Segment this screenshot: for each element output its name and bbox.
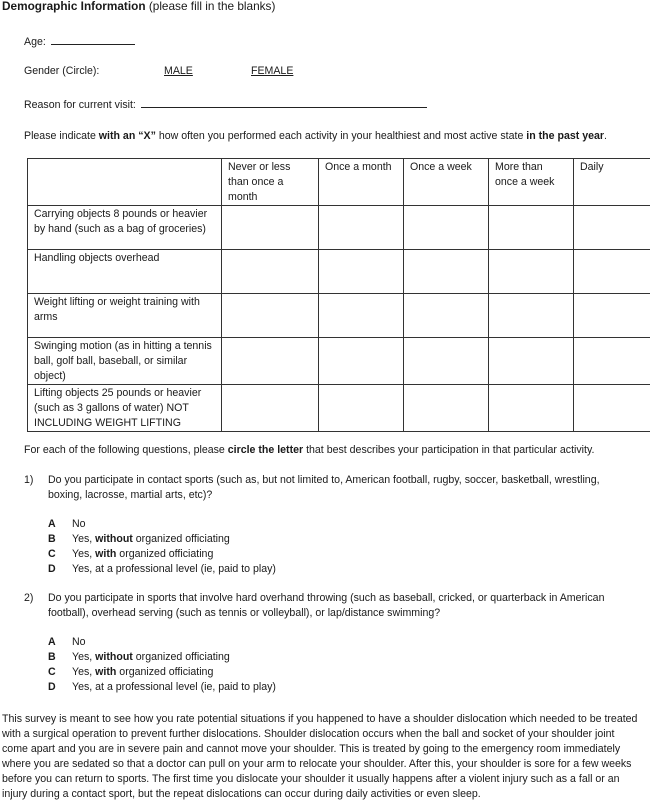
table-row: [28, 338, 650, 385]
survey-explanation-paragraph: This survey is meant to see how you rate potential situations if you happened to have a shoulder dislocation which needed to be treated with a surgical operation to prevent further dislocations. Shoulder dislocation occurs when the ball and socket of your shoulder joint come apart and you are in severe pain and cannot move your shoulder. This is treated by going to the emergency room immediately where you are sedated so that a doctor can pull on your arm to relocate your shoulder. After this, your shoulder is sore for a few weeks before you can return to sports. The first time you dislocate your shoulder it usually happens after a violent injury such as a fall or an injury during a contact sport, but the repeat dislocations can occur during daily activities or even sleep.: [2, 712, 642, 802]
q2-option-d-text: [72, 680, 276, 695]
q1-option-d-text: [72, 562, 276, 577]
gender-female-option[interactable]: FEMALE: [251, 64, 293, 79]
option-text-pre: Yes,: [72, 533, 95, 545]
option-text-pre: Yes, at a professional level (ie, paid to play): [72, 563, 276, 575]
q1-option-b-letter[interactable]: B: [48, 532, 56, 547]
q2-option-a-letter[interactable]: A: [48, 635, 56, 650]
answer-cell[interactable]: [222, 385, 319, 432]
q2-option-b-letter[interactable]: B: [48, 650, 56, 665]
answer-cell[interactable]: [222, 250, 319, 294]
section-title-note: (please fill in the blanks): [146, 0, 276, 13]
answer-cell[interactable]: [574, 250, 650, 294]
answer-cell[interactable]: [404, 338, 489, 385]
table-header-cell: Never or less than once a month: [222, 159, 319, 206]
table-header-cell: [28, 159, 222, 206]
answer-cell[interactable]: [574, 338, 650, 385]
answer-cell[interactable]: [222, 338, 319, 385]
age-blank[interactable]: [51, 33, 135, 45]
activity-label: Weight lifting or weight training with arms: [28, 294, 222, 338]
table-row: [28, 294, 650, 338]
gender-label: Gender (Circle):: [24, 64, 99, 79]
activity-instr-c: how often you performed each activity in your healthiest and most active state: [156, 130, 526, 142]
option-text-post: organized officiating: [116, 666, 213, 678]
answer-cell[interactable]: [489, 206, 574, 250]
questions-instr-c: that best describes your participation in that particular activity.: [303, 444, 594, 456]
reason-blank[interactable]: [141, 96, 427, 108]
answer-cell[interactable]: [489, 294, 574, 338]
activity-label: Handling objects overhead: [28, 250, 222, 294]
gender-male-option[interactable]: MALE: [164, 64, 193, 79]
option-text-pre: Yes, at a professional level (ie, paid to play): [72, 681, 276, 693]
option-text-pre: Yes,: [72, 651, 95, 663]
activity-label: Carrying objects 8 pounds or heavier by hand (such as a bag of groceries): [28, 206, 222, 250]
activity-instr-d: in the past year: [526, 130, 604, 142]
option-text-pre: No: [72, 518, 86, 530]
question-1-number: 1): [24, 473, 33, 488]
questions-instructions: [24, 443, 594, 458]
activity-frequency-table: [27, 158, 650, 432]
answer-cell[interactable]: [319, 250, 404, 294]
age-label: Age:: [24, 36, 46, 48]
q2-option-d-letter[interactable]: D: [48, 680, 56, 695]
answer-cell[interactable]: [319, 338, 404, 385]
option-text-bold: with: [95, 548, 116, 560]
questions-instr-a: For each of the following questions, please: [24, 444, 228, 456]
answer-cell[interactable]: [319, 385, 404, 432]
option-text-bold: with: [95, 666, 116, 678]
answer-cell[interactable]: [222, 294, 319, 338]
answer-cell[interactable]: [489, 250, 574, 294]
table-row: [28, 206, 650, 250]
option-text-pre: Yes,: [72, 548, 95, 560]
question-2-text-line2: football), overhead serving (such as tennis or volleyball), or lap/distance swimming?: [48, 606, 440, 621]
answer-cell[interactable]: [574, 385, 650, 432]
q1-option-a-letter[interactable]: A: [48, 517, 56, 532]
table-row: [28, 250, 650, 294]
q1-option-c-text: [72, 547, 213, 562]
table-header-cell: Daily: [574, 159, 650, 206]
table-row: [28, 385, 650, 432]
option-text-bold: without: [95, 651, 133, 663]
question-2-text-line1: Do you participate in sports that involve hard overhand throwing (such as baseball, cricked, or quarterback in American: [48, 591, 604, 606]
q1-option-c-letter[interactable]: C: [48, 547, 56, 562]
activity-instructions: [24, 129, 607, 144]
q1-option-d-letter[interactable]: D: [48, 562, 56, 577]
q1-option-b-text: [72, 532, 230, 547]
reason-row: [24, 96, 427, 113]
table-header-cell: Once a month: [319, 159, 404, 206]
section-title-bold: Demographic Information: [2, 0, 146, 13]
table-header-cell: Once a week: [404, 159, 489, 206]
option-text-pre: Yes,: [72, 666, 95, 678]
table-header-cell: More than once a week: [489, 159, 574, 206]
answer-cell[interactable]: [404, 206, 489, 250]
table-header-row: [28, 159, 650, 206]
activity-instr-e: .: [604, 130, 607, 142]
option-text-post: organized officiating: [133, 651, 230, 663]
reason-label: Reason for current visit:: [24, 99, 136, 111]
q2-option-b-text: [72, 650, 230, 665]
option-text-post: organized officiating: [116, 548, 213, 560]
q2-option-c-letter[interactable]: C: [48, 665, 56, 680]
answer-cell[interactable]: [404, 385, 489, 432]
answer-cell[interactable]: [222, 206, 319, 250]
answer-cell[interactable]: [574, 294, 650, 338]
question-1-text-line1: Do you participate in contact sports (such as, but not limited to, American football, rugby, soccer, basketball, wrestling,: [48, 473, 600, 488]
q2-option-c-text: [72, 665, 213, 680]
answer-cell[interactable]: [319, 206, 404, 250]
answer-cell[interactable]: [489, 338, 574, 385]
answer-cell[interactable]: [319, 294, 404, 338]
activity-instr-a: Please indicate: [24, 130, 99, 142]
activity-label: Swinging motion (as in hitting a tennis ball, golf ball, baseball, or similar object): [28, 338, 222, 385]
option-text-bold: without: [95, 533, 133, 545]
activity-instr-b: with an “X”: [99, 130, 156, 142]
question-1-text-line2: boxing, lacrosse, martial arts, etc)?: [48, 488, 212, 503]
section-title: [2, 0, 275, 14]
q2-option-a-text: [72, 635, 86, 650]
option-text-post: organized officiating: [133, 533, 230, 545]
age-row: [24, 33, 135, 50]
questions-instr-b: circle the letter: [228, 444, 303, 456]
answer-cell[interactable]: [404, 250, 489, 294]
answer-cell[interactable]: [574, 206, 650, 250]
question-2-number: 2): [24, 591, 33, 606]
answer-cell[interactable]: [404, 294, 489, 338]
option-text-pre: No: [72, 636, 86, 648]
answer-cell[interactable]: [489, 385, 574, 432]
q1-option-a-text: [72, 517, 86, 532]
activity-label: Lifting objects 25 pounds or heavier (such as 3 gallons of water) NOT INCLUDING WEIGHT LIFTING: [28, 385, 222, 432]
